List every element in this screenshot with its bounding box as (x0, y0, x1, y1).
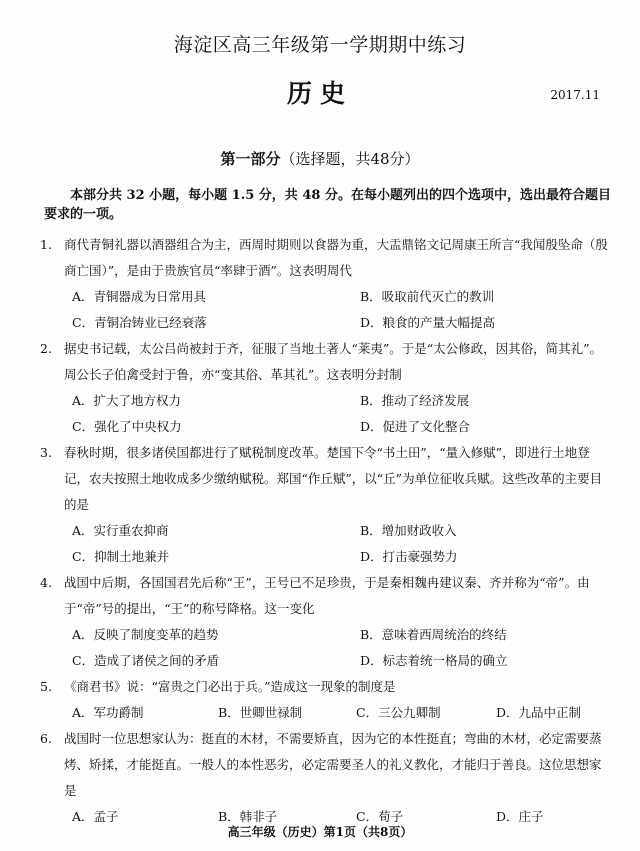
question-1 (40, 232, 612, 336)
option-c[interactable]: C．青铜冶铸业已经衰落 (72, 315, 207, 330)
exam-date: 2017.11 (550, 88, 600, 102)
question-3 (40, 440, 612, 570)
option-row (40, 284, 612, 310)
option-row (40, 388, 612, 414)
option-b[interactable]: B．增加财政收入 (360, 523, 457, 538)
question-text: 战国中后期，各国国君先后称“王”，王号已不足珍贵，于是秦相魏冉建议秦、齐并称为“帝”。由于“帝”号的提出，“王”的称号降格。这一变化 (64, 575, 590, 616)
exam-title: 海淀区高三年级第一学期期中练习 (173, 34, 467, 56)
section-heading (0, 148, 640, 169)
question-2 (40, 336, 612, 440)
question-text: 商代青铜礼器以酒器组合为主，西周时期则以食器为重，大盂鼎铭文记周康王所言“我闻殷坠命（殷商亡国）”，是由于贵族官员“率肆于酒”。这表明周代 (64, 237, 608, 278)
option-a[interactable]: A．军功爵制 (72, 705, 144, 720)
question-number: 6. (40, 731, 52, 746)
option-d[interactable]: D．庄子 (496, 809, 544, 824)
option-row (40, 648, 612, 674)
option-a[interactable]: A．扩大了地方权力 (72, 393, 182, 408)
option-a[interactable]: A．反映了制度变革的趋势 (72, 627, 219, 642)
question-6 (40, 726, 612, 830)
question-number: 3. (40, 445, 52, 460)
question-stem (40, 232, 612, 284)
section-instructions: 本部分共 32 小题，每小题 1.5 分，共 48 分。在每小题列出的四个选项中，选出最符合题目要求的一项。 (44, 188, 611, 222)
option-d[interactable]: D．九品中正制 (496, 705, 582, 720)
option-a[interactable]: A．孟子 (72, 809, 119, 824)
question-text: 《商君书》说：“富贵之门必出于兵。”造成这一现象的制度是 (64, 679, 396, 694)
option-b[interactable]: B．韩非子 (218, 809, 278, 824)
question-stem (40, 674, 612, 700)
option-d[interactable]: D．打击豪强势力 (360, 549, 458, 564)
option-d[interactable]: D．粮食的产量大幅提高 (360, 315, 496, 330)
option-d[interactable]: D．标志着统一格局的确立 (360, 653, 508, 668)
option-c[interactable]: C．三公九卿制 (356, 705, 441, 720)
question-number: 2. (40, 341, 52, 356)
subject-title: 历史 (286, 79, 353, 108)
option-row (40, 518, 612, 544)
option-a[interactable]: A．青铜器成为日常用具 (72, 289, 207, 304)
option-c[interactable]: C．强化了中央权力 (72, 419, 182, 434)
question-stem (40, 570, 612, 622)
option-c[interactable]: C．造成了诸侯之间的矛盾 (72, 653, 220, 668)
option-b[interactable]: B．推动了经济发展 (360, 393, 470, 408)
option-a[interactable]: A．实行重农抑商 (72, 523, 169, 538)
question-stem (40, 336, 612, 388)
question-text: 春秋时期，很多诸侯国都进行了赋税制度改革。楚国下令“书土田”，“量入修赋”，即进行土地登记，农夫按照土地收成多少缴纳赋税。郑国“作丘赋”，以“丘”为单位征收兵赋。这些改革的主要目的是 (64, 445, 603, 512)
option-row (40, 700, 612, 726)
question-text: 据史书记载，太公吕尚被封于齐，征服了当地土著人“莱夷”。于是“太公修政，因其俗，简其礼”。周公长子伯禽受封于鲁，亦“变其俗、革其礼”。这表明分封制 (64, 341, 603, 382)
question-number: 4. (40, 575, 52, 590)
section-title: 第一部分 (220, 150, 281, 168)
question-stem (40, 726, 612, 804)
question-stem (40, 440, 612, 518)
option-b[interactable]: B．意味着西周统治的终结 (360, 627, 507, 642)
option-row (40, 310, 612, 336)
option-row (40, 622, 612, 648)
option-row (40, 544, 612, 570)
option-b[interactable]: B．吸取前代灭亡的教训 (360, 289, 495, 304)
option-d[interactable]: D．促进了文化整合 (360, 419, 471, 434)
question-text: 战国时一位思想家认为：挺直的木材，不需要矫直，因为它的本性挺直；弯曲的木材，必定需要蒸烤、矫揉，才能挺直。一般人的本性恶劣，必定需要圣人的礼义教化，才能归于善良。这位思想家是 (64, 731, 602, 798)
question-number: 1. (40, 237, 52, 252)
section-subtitle: （选择题，共48分） (280, 150, 420, 168)
question-number: 5. (40, 679, 52, 694)
question-4 (40, 570, 612, 674)
page-footer: 高三年级（历史）第1页（共8页） (227, 825, 413, 839)
question-5 (40, 674, 612, 726)
option-c[interactable]: C．荀子 (356, 809, 404, 824)
option-row (40, 414, 612, 440)
option-c[interactable]: C．抑制土地兼并 (72, 549, 170, 564)
option-b[interactable]: B．世卿世禄制 (218, 705, 303, 720)
